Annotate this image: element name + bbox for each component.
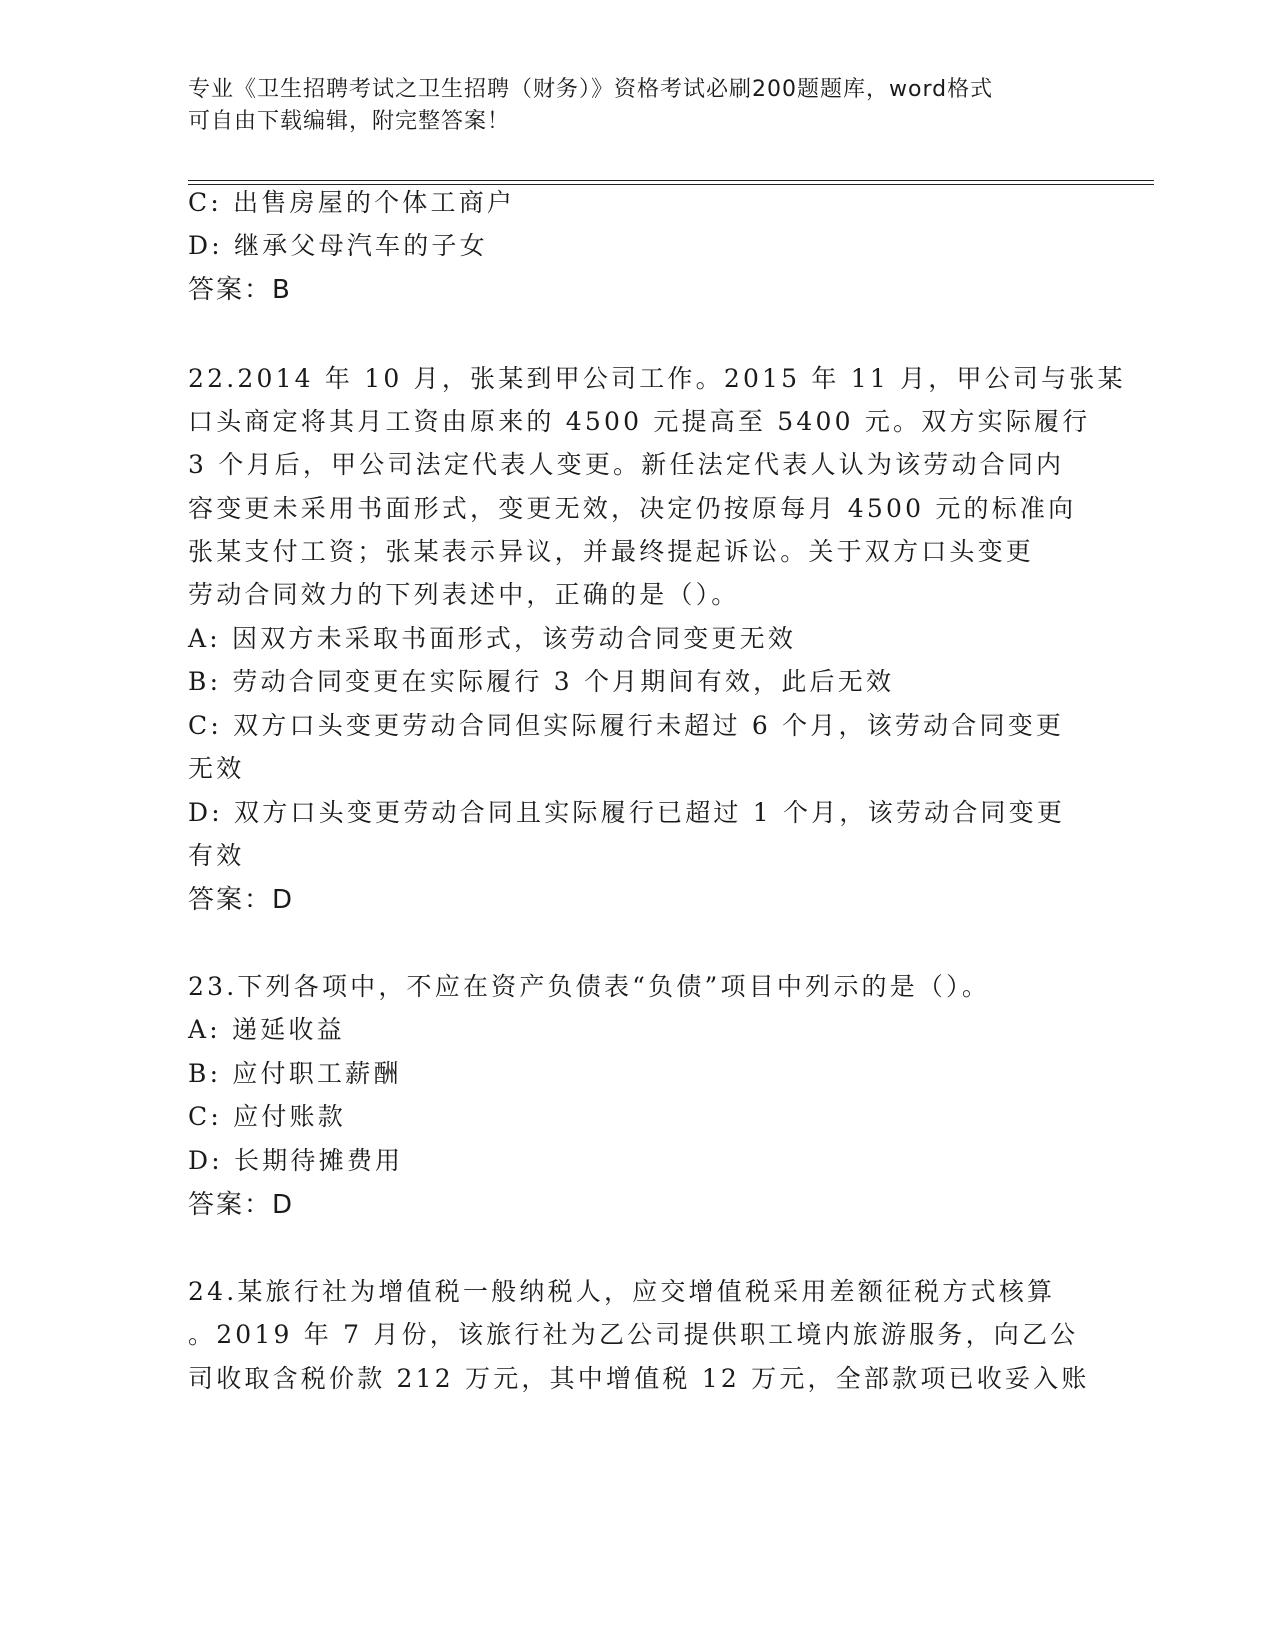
q22-answer: 答案：D [188, 885, 295, 915]
q22-option-a: A: 因双方未采取书面形式，该劳动合同变更无效 [188, 624, 797, 653]
header-line-2: 可自由下载编辑，附完整答案！ [188, 109, 511, 134]
q22-option-c-continued: 无效 [188, 754, 245, 783]
q21-option-c: C: 出售房屋的个体工商户 [188, 188, 516, 217]
q24-stem-line: 24.某旅行社为增值税一般纳税人，应交增值税采用差额征税方式核算 [188, 1277, 1056, 1306]
header-divider-bottom [188, 184, 1154, 185]
q22-stem-line: 口头商定将其月工资由原来的 4500 元提高至 5400 元。双方实际履行 [188, 407, 1091, 436]
q24-stem-line: 司收取含税价款 212 万元，其中增值税 12 万元，全部款项已收妥入账 [188, 1364, 1090, 1393]
q22-option-b: B: 劳动合同变更在实际履行 3 个月期间有效，此后无效 [188, 667, 895, 696]
q22-option-c: C: 双方口头变更劳动合同但实际履行未超过 6 个月，该劳动合同变更 [188, 711, 1065, 740]
q23-answer: 答案：D [188, 1190, 295, 1220]
q22-stem-line: 容变更未采用书面形式，变更无效，决定仍按原每月 4500 元的标准向 [188, 494, 1077, 523]
q22-stem-line: 张某支付工资；张某表示异议，并最终提起诉讼。关于双方口头变更 [188, 537, 1035, 566]
q22-option-d: D: 双方口头变更劳动合同且实际履行已超过 1 个月，该劳动合同变更 [188, 798, 1066, 827]
q23-stem: 23.下列各项中，不应在资产负债表“负债”项目中列示的是（）。 [188, 972, 991, 1001]
q23-option-c: C: 应付账款 [188, 1102, 346, 1131]
q22-stem-line: 3 个月后，甲公司法定代表人变更。新任法定代表人认为该劳动合同内 [188, 450, 1065, 479]
q21-option-d: D: 继承父母汽车的子女 [188, 231, 488, 260]
q23-option-a: A: 递延收益 [188, 1015, 345, 1044]
q24-stem-line: 。2019 年 7 月份，该旅行社为乙公司提供职工境内旅游服务，向乙公 [188, 1320, 1079, 1349]
q23-option-b: B: 应付职工薪酬 [188, 1059, 402, 1088]
q22-stem-line: 22.2014 年 10 月，张某到甲公司工作。2015 年 11 月，甲公司与张某 [188, 364, 1126, 393]
q22-stem-line: 劳动合同效力的下列表述中，正确的是（）。 [188, 580, 740, 609]
q23-option-d: D: 长期待摊费用 [188, 1146, 404, 1175]
header-divider-top [188, 180, 1154, 181]
q21-answer: 答案：B [188, 275, 292, 305]
header-line-1: 专业《卫生招聘考试之卫生招聘（财务）》资格考试必刷200题题库，word格式 [188, 77, 994, 102]
document-header [188, 74, 1068, 138]
q22-option-d-continued: 有效 [188, 841, 245, 870]
